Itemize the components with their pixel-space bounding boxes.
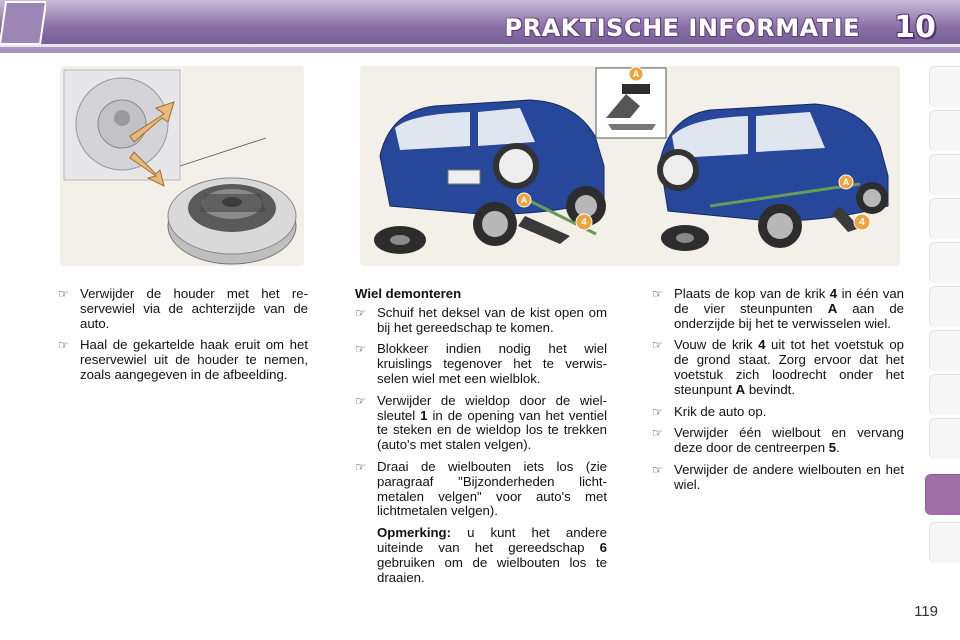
chapter-tab-1[interactable] — [929, 66, 960, 107]
pointing-hand-icon: ☞ — [355, 393, 366, 408]
list-item: ☞ Haal de gekartelde haak eruit om het reservewiel uit de houder te nemen, zoals aangegeven in de afbeelding. — [58, 337, 308, 382]
list-item: ☞ Schuif het deksel van de kist open om bij het gereedschap te komen. — [355, 304, 607, 335]
chapter-tab-2[interactable] — [929, 110, 960, 151]
callout-a-inset: A — [632, 69, 640, 79]
list-item: ☞ Blokkeer indien nodig het wiel kruislings tegenover het te verwis-selen wiel met een wielblok. — [355, 341, 607, 386]
page-number: 119 — [914, 603, 938, 620]
chapter-tabs — [926, 66, 960, 576]
callout-a-car1: A — [520, 195, 528, 205]
chapter-badge-icon — [0, 0, 46, 46]
list-item: ☞ Vouw de krik 4 uit tot het voetstuk op de grond staat. Zorg ervoor dat het voetstuk zich loodrecht onder het steunpunt A bevindt. — [652, 337, 904, 397]
chapter-tab-10-active[interactable] — [925, 474, 960, 515]
spare-wheel-drawing — [60, 66, 304, 266]
callout-4-car2: 4 — [859, 217, 865, 228]
chapter-tab-11[interactable] — [929, 522, 960, 563]
chapter-number: 10 — [894, 10, 936, 45]
list-item: ☞ Verwijder de houder met het re-servewiel via de achterzijde van de auto. — [58, 286, 308, 331]
list-item: ☞ Krik de auto op. — [652, 403, 767, 419]
chapter-tab-4[interactable] — [929, 198, 960, 239]
pointing-hand-icon: ☞ — [58, 287, 69, 301]
pointing-hand-icon: ☞ — [652, 426, 663, 441]
spare-wheel-illustration — [60, 66, 304, 266]
chapter-tab-7[interactable] — [929, 330, 960, 371]
note-paragraph: Opmerking: u kunt het andere uiteinde van het gereedschap 6 gebruiken om de wielbouten los te draaien. — [377, 525, 607, 585]
text-column-3 — [652, 287, 904, 500]
pointing-hand-icon: ☞ — [652, 338, 663, 353]
callout-a-car2: A — [842, 177, 850, 187]
pointing-hand-icon: ☞ — [652, 462, 663, 477]
list-item: ☞ Verwijder één wielbout en vervang deze door de centreerpen 5. — [652, 425, 904, 456]
list-item: ☞ Verwijder de andere wielbouten en het wiel. — [652, 461, 904, 492]
chapter-tab-8[interactable] — [929, 374, 960, 415]
chapter-tab-9[interactable] — [929, 418, 960, 459]
pointing-hand-icon: ☞ — [355, 459, 366, 474]
chapter-tab-5[interactable] — [929, 242, 960, 283]
pointing-hand-icon: ☞ — [652, 287, 663, 301]
chapter-tab-6[interactable] — [929, 286, 960, 327]
pointing-hand-icon: ☞ — [652, 404, 663, 419]
jack-procedure-illustration — [360, 66, 900, 266]
page-title: PRAKTISCHE INFORMATIE — [504, 14, 860, 42]
list-item: ☞ Draai de wielbouten iets los (zie paragraaf "Bijzonderheden licht-metalen velgen" voor auto's met lichtmetalen velgen). — [355, 458, 607, 519]
pointing-hand-icon: ☞ — [355, 305, 366, 320]
page-header — [0, 0, 960, 58]
car-jack-drawing — [360, 66, 900, 266]
section-heading: Wiel demonteren — [355, 286, 462, 301]
list-item: ☞ Verwijder de wieldop door de wiel-sleutel 1 in de opening van het ventiel te steken en de wieldop los te trekken (auto's met stalen velgen). — [355, 392, 608, 453]
callout-4-car1: 4 — [581, 217, 587, 228]
text-column-1 — [58, 287, 308, 390]
list-item: ☞ Plaats de kop van de krik 4 in één van de vier steunpunten A aan de onderzijde bij het te verwisselen wiel. — [652, 286, 905, 331]
pointing-hand-icon: ☞ — [58, 338, 69, 353]
pointing-hand-icon: ☞ — [355, 342, 366, 357]
chapter-tab-3[interactable] — [929, 154, 960, 195]
text-column-2 — [355, 287, 607, 585]
